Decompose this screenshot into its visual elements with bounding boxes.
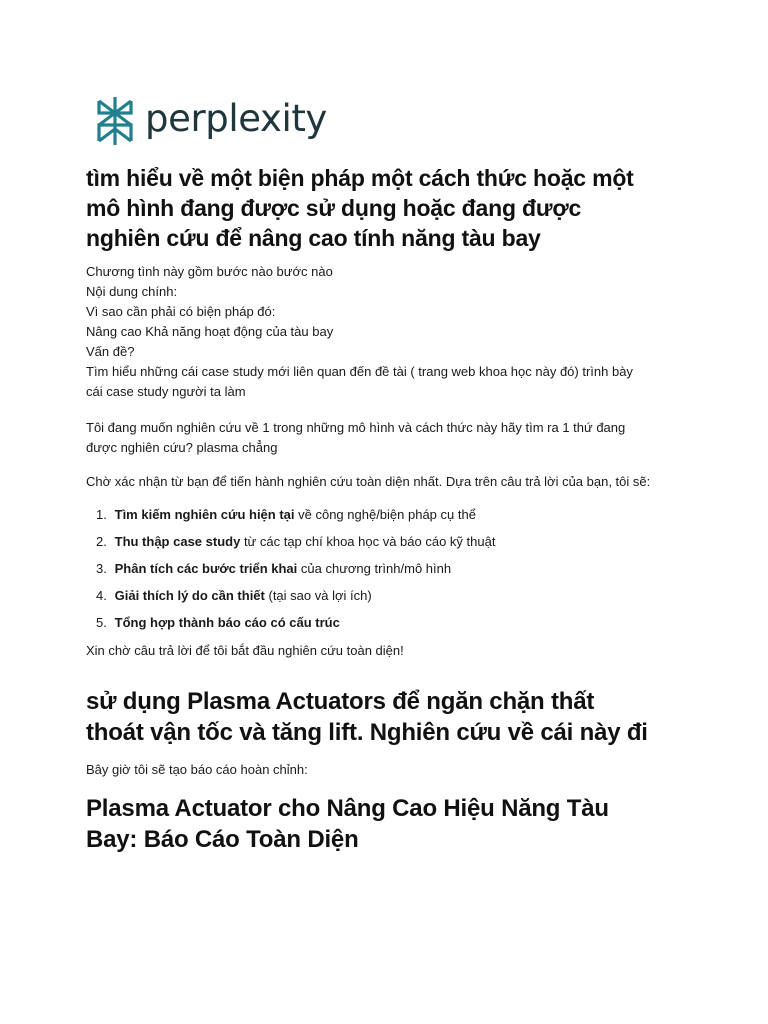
- title-line: sử dụng Plasma Actuators để ngăn chặn thất: [86, 688, 595, 715]
- title-line: Plasma Actuator cho Nâng Cao Hiệu Năng Tàu: [86, 795, 609, 822]
- step-number: 1.: [96, 507, 107, 522]
- title-line: Bay: Báo Cáo Toàn Diện: [86, 826, 359, 853]
- body-line: Chương tình này gồm bước nào bước nào: [86, 264, 333, 279]
- question-1-title: [86, 163, 696, 253]
- step-number: 3.: [96, 561, 107, 576]
- answer-1-steps: [96, 506, 696, 641]
- answer-2-intro: [86, 760, 686, 780]
- step-number: 4.: [96, 588, 107, 603]
- report-title: [86, 793, 696, 855]
- step-text: từ các tạp chí khoa học và báo cáo kỹ thuật: [240, 534, 496, 549]
- question-2-title: [86, 686, 696, 748]
- list-item: [96, 506, 696, 533]
- step-number: 5.: [96, 615, 107, 630]
- step-text: về công nghệ/biện pháp cụ thể: [294, 507, 476, 522]
- title-line: mô hình đang được sử dụng hoặc đang được: [86, 195, 582, 221]
- intro-text: Bây giờ tôi sẽ tạo báo cáo hoàn chỉnh:: [86, 762, 308, 777]
- list-item: [96, 614, 696, 641]
- answer-1-closing: [86, 641, 686, 661]
- step-text: (tại sao và lợi ích): [264, 588, 372, 603]
- perplexity-logo-icon: [94, 95, 136, 147]
- question-1-paragraph-2: [86, 418, 686, 458]
- body-line: Vì sao cần phải có biện pháp đó:: [86, 304, 276, 319]
- closing-text: Xin chờ câu trả lời để tôi bắt đầu nghiên cứu toàn diện!: [86, 643, 404, 658]
- title-line: nghiên cứu để nâng cao tính năng tàu bay: [86, 225, 541, 251]
- title-line: thoát vận tốc và tăng lift. Nghiên cứu về cái này đi: [86, 719, 648, 746]
- body-line: Nâng cao Khả năng hoạt động của tàu bay: [86, 324, 334, 339]
- step-bold: Giải thích lý do cần thiết: [114, 588, 265, 603]
- step-number: 2.: [96, 534, 107, 549]
- step-bold: Tổng hợp thành báo cáo có cấu trúc: [114, 615, 340, 630]
- body-line: Tôi đang muốn nghiên cứu về 1 trong những mô hình và cách thức này hãy tìm ra 1 thứ đang: [86, 420, 626, 435]
- perplexity-logo: [94, 95, 327, 147]
- body-line: cái case study người ta làm: [86, 384, 246, 399]
- brand-name: perplexity: [145, 96, 327, 140]
- list-item: [96, 533, 696, 560]
- intro-text: Chờ xác nhận từ bạn để tiến hành nghiên cứu toàn diện nhất. Dựa trên câu trả lời của bạn, tôi sẽ:: [86, 474, 651, 489]
- body-line: Tìm hiểu những cái case study mới liên quan đến đề tài ( trang web khoa học này đó) trình bày: [86, 364, 633, 379]
- step-bold: Thu thập case study: [114, 534, 241, 549]
- body-line: được nghiên cứu? plasma chẳng: [86, 440, 278, 455]
- step-bold: Tìm kiếm nghiên cứu hiện tại: [114, 507, 295, 522]
- answer-1-intro: [86, 472, 686, 492]
- body-line: Vấn đề?: [86, 344, 135, 359]
- list-item: [96, 587, 696, 614]
- list-item: [96, 560, 696, 587]
- title-line: tìm hiểu về một biện pháp một cách thức hoặc một: [86, 165, 634, 191]
- step-text: của chương trình/mô hình: [297, 561, 452, 576]
- question-1-body: [86, 262, 686, 402]
- step-bold: Phân tích các bước triển khai: [114, 561, 298, 576]
- body-line: Nội dung chính:: [86, 284, 178, 299]
